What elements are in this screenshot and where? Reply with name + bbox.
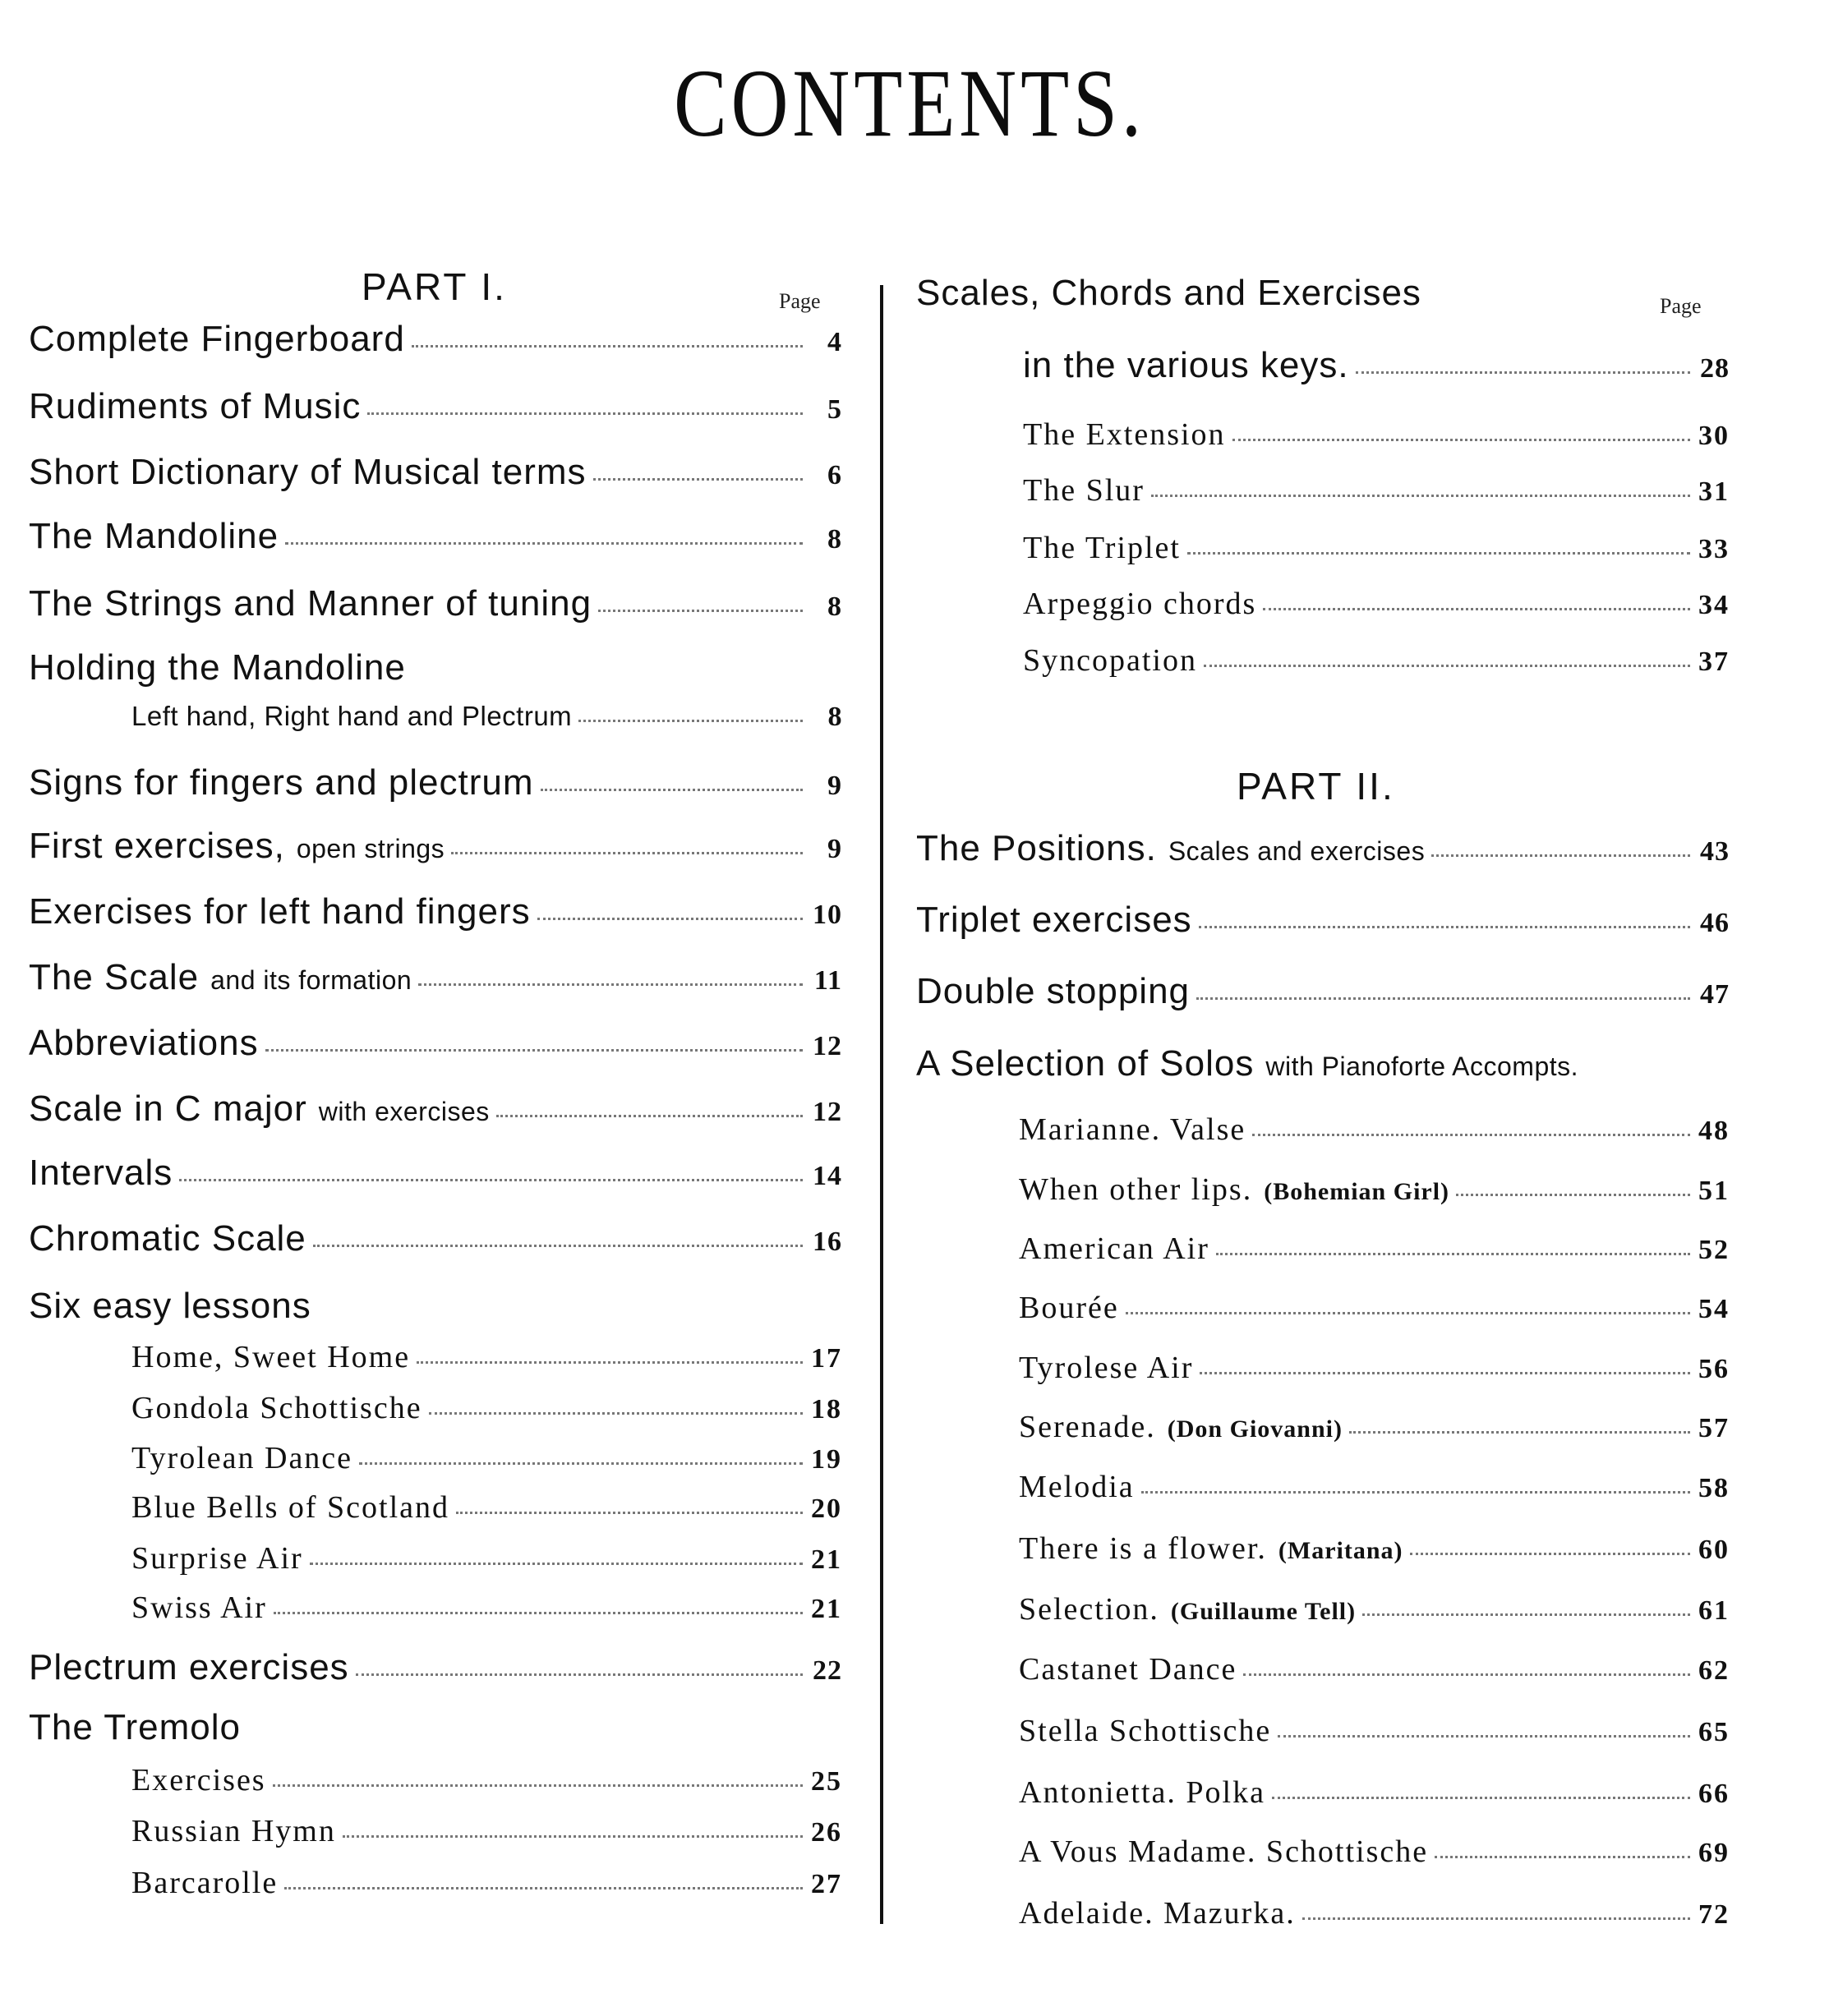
toc-entry-title: Rudiments of Music bbox=[29, 386, 362, 426]
dot-leader bbox=[1151, 495, 1690, 497]
toc-entry bbox=[1023, 530, 1730, 566]
toc-entry-page-number: 57 bbox=[1698, 1413, 1730, 1443]
toc-entry-page-number: 72 bbox=[1698, 1899, 1730, 1930]
toc-entry-page-number: 5 bbox=[827, 394, 842, 425]
toc-entry-title: Left hand, Right hand and Plectrum bbox=[131, 701, 573, 731]
dot-leader bbox=[1200, 1372, 1690, 1374]
dot-leader bbox=[1362, 1613, 1690, 1616]
toc-entry-page-number: 52 bbox=[1698, 1235, 1730, 1265]
toc-entry bbox=[1019, 1774, 1730, 1811]
dot-leader bbox=[284, 1887, 803, 1889]
dot-leader bbox=[1141, 1491, 1690, 1494]
toc-entry bbox=[1019, 1895, 1730, 1931]
dot-leader bbox=[1456, 1194, 1690, 1196]
toc-entry-title: Antonietta. Polka bbox=[1019, 1775, 1265, 1810]
toc-entry bbox=[1023, 345, 1730, 386]
dot-leader bbox=[598, 610, 803, 612]
dot-leader bbox=[1278, 1735, 1690, 1738]
dot-leader bbox=[179, 1179, 803, 1181]
page-title: CONTENTS. bbox=[674, 49, 1145, 157]
page-column-header-left: Page bbox=[779, 289, 821, 313]
toc-entry-subtitle: (Maritana) bbox=[1278, 1537, 1403, 1564]
toc-entry-page-number: 56 bbox=[1698, 1354, 1730, 1384]
toc-entry-title: Exercises bbox=[131, 1763, 266, 1797]
dot-leader bbox=[417, 1361, 803, 1364]
toc-entry-title: The Mandoline bbox=[29, 516, 279, 556]
toc-entry-title: Home, Sweet Home bbox=[131, 1340, 411, 1374]
dot-leader bbox=[343, 1835, 803, 1838]
toc-entry-page-number: 28 bbox=[1700, 353, 1730, 384]
dot-leader bbox=[1435, 1856, 1690, 1858]
toc-entry bbox=[916, 273, 1730, 314]
toc-entry-page-number: 48 bbox=[1698, 1116, 1730, 1146]
toc-entry-title: The Triplet bbox=[1023, 531, 1181, 565]
toc-entry bbox=[131, 1813, 842, 1849]
toc-entry-title: Selection. bbox=[1019, 1592, 1159, 1627]
toc-entry-title: Syncopation bbox=[1023, 643, 1197, 678]
toc-entry-title: Signs for fingers and plectrum bbox=[29, 762, 534, 803]
toc-entry-page-number: 54 bbox=[1698, 1294, 1730, 1324]
toc-entry bbox=[29, 1023, 842, 1064]
toc-entry-page-number: 27 bbox=[811, 1869, 842, 1899]
toc-entry-page-number: 8 bbox=[827, 591, 842, 622]
toc-entry-page-number: 46 bbox=[1700, 908, 1730, 938]
dot-leader bbox=[359, 1462, 803, 1465]
toc-entry bbox=[1019, 1409, 1730, 1445]
dot-leader bbox=[273, 1784, 803, 1787]
toc-entry-title: Complete Fingerboard bbox=[29, 319, 405, 359]
toc-entry bbox=[131, 1865, 842, 1901]
toc-entry-title: Russian Hymn bbox=[131, 1814, 336, 1848]
toc-entry-title: A Vous Madame. Schottische bbox=[1019, 1834, 1429, 1869]
toc-entry bbox=[29, 319, 842, 360]
toc-entry-subtitle: with Pianoforte Accompts. bbox=[1265, 1052, 1579, 1081]
toc-entry-page-number: 20 bbox=[811, 1494, 842, 1524]
toc-entry-title: The Positions. bbox=[916, 828, 1157, 868]
toc-entry-title: Melodia bbox=[1019, 1470, 1135, 1504]
dot-leader bbox=[356, 1673, 803, 1676]
toc-entry bbox=[916, 828, 1730, 869]
toc-entry bbox=[131, 1489, 842, 1526]
toc-entry bbox=[29, 762, 842, 803]
dot-leader bbox=[1204, 665, 1690, 667]
toc-entry-title: Castanet Dance bbox=[1019, 1652, 1237, 1687]
toc-entry bbox=[29, 516, 842, 557]
page-column-header-right: Page bbox=[1660, 294, 1702, 318]
toc-entry-title: The Slur bbox=[1023, 473, 1145, 508]
toc-entry-title: Serenade. bbox=[1019, 1410, 1156, 1444]
toc-entry-page-number: 30 bbox=[1698, 421, 1730, 451]
dot-leader bbox=[1431, 854, 1690, 857]
toc-entry bbox=[916, 1043, 1730, 1084]
toc-entry bbox=[131, 1339, 842, 1375]
toc-entry bbox=[1023, 586, 1730, 622]
toc-entry-page-number: 11 bbox=[813, 965, 842, 996]
toc-entry-title: Chromatic Scale bbox=[29, 1218, 306, 1259]
toc-entry-title: Triplet exercises bbox=[916, 900, 1192, 940]
toc-entry-page-number: 21 bbox=[811, 1544, 842, 1575]
dot-leader bbox=[1187, 552, 1690, 555]
dot-leader bbox=[274, 1612, 803, 1614]
dot-leader bbox=[1252, 1134, 1690, 1136]
toc-entry-title: Bourée bbox=[1019, 1291, 1119, 1325]
toc-entry bbox=[1019, 1530, 1730, 1567]
toc-entry bbox=[1023, 417, 1730, 453]
toc-entry-page-number: 21 bbox=[811, 1594, 842, 1624]
dot-leader bbox=[418, 983, 803, 986]
toc-entry-title: First exercises, bbox=[29, 826, 285, 866]
toc-entry-title: Intervals bbox=[29, 1153, 173, 1193]
toc-entry-title: Scale in C major bbox=[29, 1089, 307, 1129]
toc-entry-title: Plectrum exercises bbox=[29, 1647, 349, 1687]
toc-entry-title: The Tremolo bbox=[29, 1707, 241, 1747]
dot-leader bbox=[1263, 608, 1690, 610]
toc-entry-title: Tyrolese Air bbox=[1019, 1351, 1194, 1385]
toc-entry bbox=[1019, 1834, 1730, 1870]
toc-entry bbox=[1019, 1171, 1730, 1208]
toc-entry-page-number: 31 bbox=[1698, 476, 1730, 507]
toc-entry-page-number: 34 bbox=[1698, 590, 1730, 620]
toc-entry bbox=[29, 1218, 842, 1259]
toc-entry-page-number: 17 bbox=[811, 1343, 842, 1374]
toc-entry bbox=[1019, 1713, 1730, 1749]
toc-entry bbox=[29, 826, 842, 867]
toc-entry-subtitle: open strings bbox=[296, 834, 445, 863]
toc-entry-title: The Strings and Manner of tuning bbox=[29, 583, 592, 624]
toc-entry-page-number: 14 bbox=[813, 1161, 842, 1191]
toc-entry-page-number: 12 bbox=[813, 1031, 842, 1061]
toc-entry-title: A Selection of Solos bbox=[916, 1043, 1255, 1084]
dot-leader bbox=[1199, 926, 1690, 928]
dot-leader bbox=[1272, 1797, 1690, 1799]
toc-entry-title: Adelaide. Mazurka. bbox=[1019, 1896, 1296, 1931]
dot-leader bbox=[412, 345, 803, 348]
toc-entry-page-number: 4 bbox=[827, 327, 842, 357]
toc-entry bbox=[916, 971, 1730, 1012]
toc-entry bbox=[1023, 642, 1730, 679]
dot-leader bbox=[456, 1512, 803, 1514]
toc-entry-subtitle: (Bohemian Girl) bbox=[1264, 1178, 1450, 1205]
toc-entry-title: in the various keys. bbox=[1023, 345, 1349, 385]
toc-entry-title: Gondola Schottische bbox=[131, 1391, 422, 1425]
toc-entry-subtitle: and its formation bbox=[210, 965, 412, 995]
toc-entry bbox=[29, 1153, 842, 1194]
toc-entry bbox=[1019, 1112, 1730, 1148]
toc-entry-title: Double stopping bbox=[916, 971, 1191, 1011]
toc-entry bbox=[29, 386, 842, 427]
toc-entry bbox=[29, 452, 842, 493]
dot-leader bbox=[578, 720, 803, 722]
toc-entry-page-number: 69 bbox=[1698, 1838, 1730, 1868]
toc-entry-page-number: 33 bbox=[1698, 534, 1730, 564]
part-1-heading: PART I. bbox=[362, 265, 507, 308]
dot-leader bbox=[1216, 1253, 1690, 1255]
toc-entry-page-number: 66 bbox=[1698, 1779, 1730, 1809]
toc-entry-page-number: 18 bbox=[811, 1394, 842, 1425]
dot-leader bbox=[1410, 1553, 1690, 1555]
toc-entry-page-number: 19 bbox=[811, 1444, 842, 1475]
dot-leader bbox=[1232, 439, 1690, 441]
toc-entry bbox=[131, 1540, 842, 1576]
toc-entry-page-number: 6 bbox=[827, 460, 842, 490]
dot-leader bbox=[429, 1412, 803, 1415]
toc-entry-page-number: 47 bbox=[1700, 979, 1730, 1010]
dot-leader bbox=[451, 852, 803, 854]
toc-entry-page-number: 12 bbox=[813, 1097, 842, 1127]
toc-entry-subtitle: (Don Giovanni) bbox=[1167, 1415, 1343, 1443]
toc-entry-title: Arpeggio chords bbox=[1023, 587, 1257, 621]
toc-entry-page-number: 60 bbox=[1698, 1535, 1730, 1565]
dot-leader bbox=[593, 478, 803, 481]
toc-entry bbox=[29, 1286, 842, 1327]
toc-entry-page-number: 51 bbox=[1698, 1176, 1730, 1206]
toc-entry bbox=[29, 647, 842, 688]
toc-entry-title: Tyrolean Dance bbox=[131, 1441, 353, 1475]
toc-entry-page-number: 61 bbox=[1698, 1595, 1730, 1626]
toc-entry bbox=[29, 891, 842, 932]
toc-entry-page-number: 8 bbox=[827, 524, 842, 555]
toc-entry-page-number: 26 bbox=[811, 1817, 842, 1848]
dot-leader bbox=[367, 412, 803, 415]
toc-entry bbox=[131, 1762, 842, 1798]
dot-leader bbox=[1243, 1673, 1690, 1676]
column-divider bbox=[880, 285, 883, 1924]
toc-entry bbox=[29, 583, 842, 624]
dot-leader bbox=[496, 1115, 803, 1117]
toc-entry bbox=[29, 1647, 842, 1688]
toc-entry-page-number: 58 bbox=[1698, 1473, 1730, 1503]
toc-entry-page-number: 16 bbox=[813, 1227, 842, 1257]
toc-entry-page-number: 25 bbox=[811, 1766, 842, 1797]
toc-entry bbox=[131, 701, 842, 733]
toc-entry-title: Stella Schottische bbox=[1019, 1714, 1272, 1748]
toc-entry bbox=[1019, 1231, 1730, 1267]
toc-entry-title: Exercises for left hand fingers bbox=[29, 891, 531, 932]
toc-entry-page-number: 65 bbox=[1698, 1717, 1730, 1747]
toc-entry bbox=[131, 1590, 842, 1626]
toc-entry-title: The Scale bbox=[29, 957, 200, 997]
toc-entry bbox=[1019, 1350, 1730, 1386]
toc-entry-page-number: 62 bbox=[1698, 1655, 1730, 1686]
toc-entry bbox=[1019, 1290, 1730, 1326]
dot-leader bbox=[1196, 997, 1690, 1000]
dot-leader bbox=[1356, 371, 1690, 374]
toc-entry bbox=[916, 900, 1730, 941]
toc-entry-title: American Air bbox=[1019, 1231, 1209, 1266]
dot-leader bbox=[285, 542, 803, 545]
toc-entry-title: The Extension bbox=[1023, 417, 1226, 452]
dot-leader bbox=[313, 1245, 803, 1247]
toc-entry bbox=[131, 1440, 842, 1476]
toc-entry bbox=[1019, 1469, 1730, 1505]
toc-entry-title: Surprise Air bbox=[131, 1541, 303, 1576]
toc-entry-page-number: 9 bbox=[827, 834, 842, 864]
toc-entry-title: When other lips. bbox=[1019, 1172, 1253, 1207]
toc-entry bbox=[1019, 1651, 1730, 1687]
toc-entry bbox=[29, 957, 842, 998]
dot-leader bbox=[537, 918, 803, 920]
dot-leader bbox=[265, 1049, 803, 1052]
toc-entry-page-number: 37 bbox=[1698, 647, 1730, 677]
toc-entry-title: Marianne. Valse bbox=[1019, 1112, 1246, 1147]
toc-entry-page-number: 9 bbox=[827, 771, 842, 801]
toc-entry-title: Holding the Mandoline bbox=[29, 647, 406, 688]
part-2-heading: PART II. bbox=[1237, 765, 1395, 808]
toc-entry-page-number: 10 bbox=[813, 900, 842, 930]
dot-leader bbox=[1349, 1431, 1690, 1434]
toc-entry-title: Scales, Chords and Exercises bbox=[916, 273, 1421, 313]
toc-entry-title: Abbreviations bbox=[29, 1023, 259, 1063]
toc-entry-title: Barcarolle bbox=[131, 1866, 279, 1900]
toc-entry-page-number: 8 bbox=[827, 702, 842, 732]
toc-entry-title: There is a flower. bbox=[1019, 1531, 1267, 1566]
toc-entry bbox=[29, 1707, 842, 1748]
toc-entry bbox=[1019, 1591, 1730, 1627]
toc-entry-subtitle: Scales and exercises bbox=[1168, 836, 1426, 866]
dot-leader bbox=[541, 789, 803, 791]
toc-entry-title: Swiss Air bbox=[131, 1590, 267, 1625]
toc-entry-title: Blue Bells of Scotland bbox=[131, 1490, 450, 1525]
toc-entry bbox=[29, 1089, 842, 1130]
dot-leader bbox=[1126, 1312, 1690, 1314]
toc-entry-page-number: 22 bbox=[813, 1655, 842, 1686]
toc-entry-subtitle: with exercises bbox=[318, 1097, 490, 1126]
toc-entry-title: Short Dictionary of Musical terms bbox=[29, 452, 587, 492]
toc-entry-subtitle: (Guillaume Tell) bbox=[1170, 1598, 1357, 1625]
toc-entry bbox=[1023, 472, 1730, 509]
toc-entry bbox=[131, 1390, 842, 1426]
toc-entry-page-number: 43 bbox=[1700, 836, 1730, 867]
dot-leader bbox=[310, 1563, 803, 1565]
dot-leader bbox=[1302, 1917, 1690, 1920]
toc-entry-title: Six easy lessons bbox=[29, 1286, 311, 1326]
